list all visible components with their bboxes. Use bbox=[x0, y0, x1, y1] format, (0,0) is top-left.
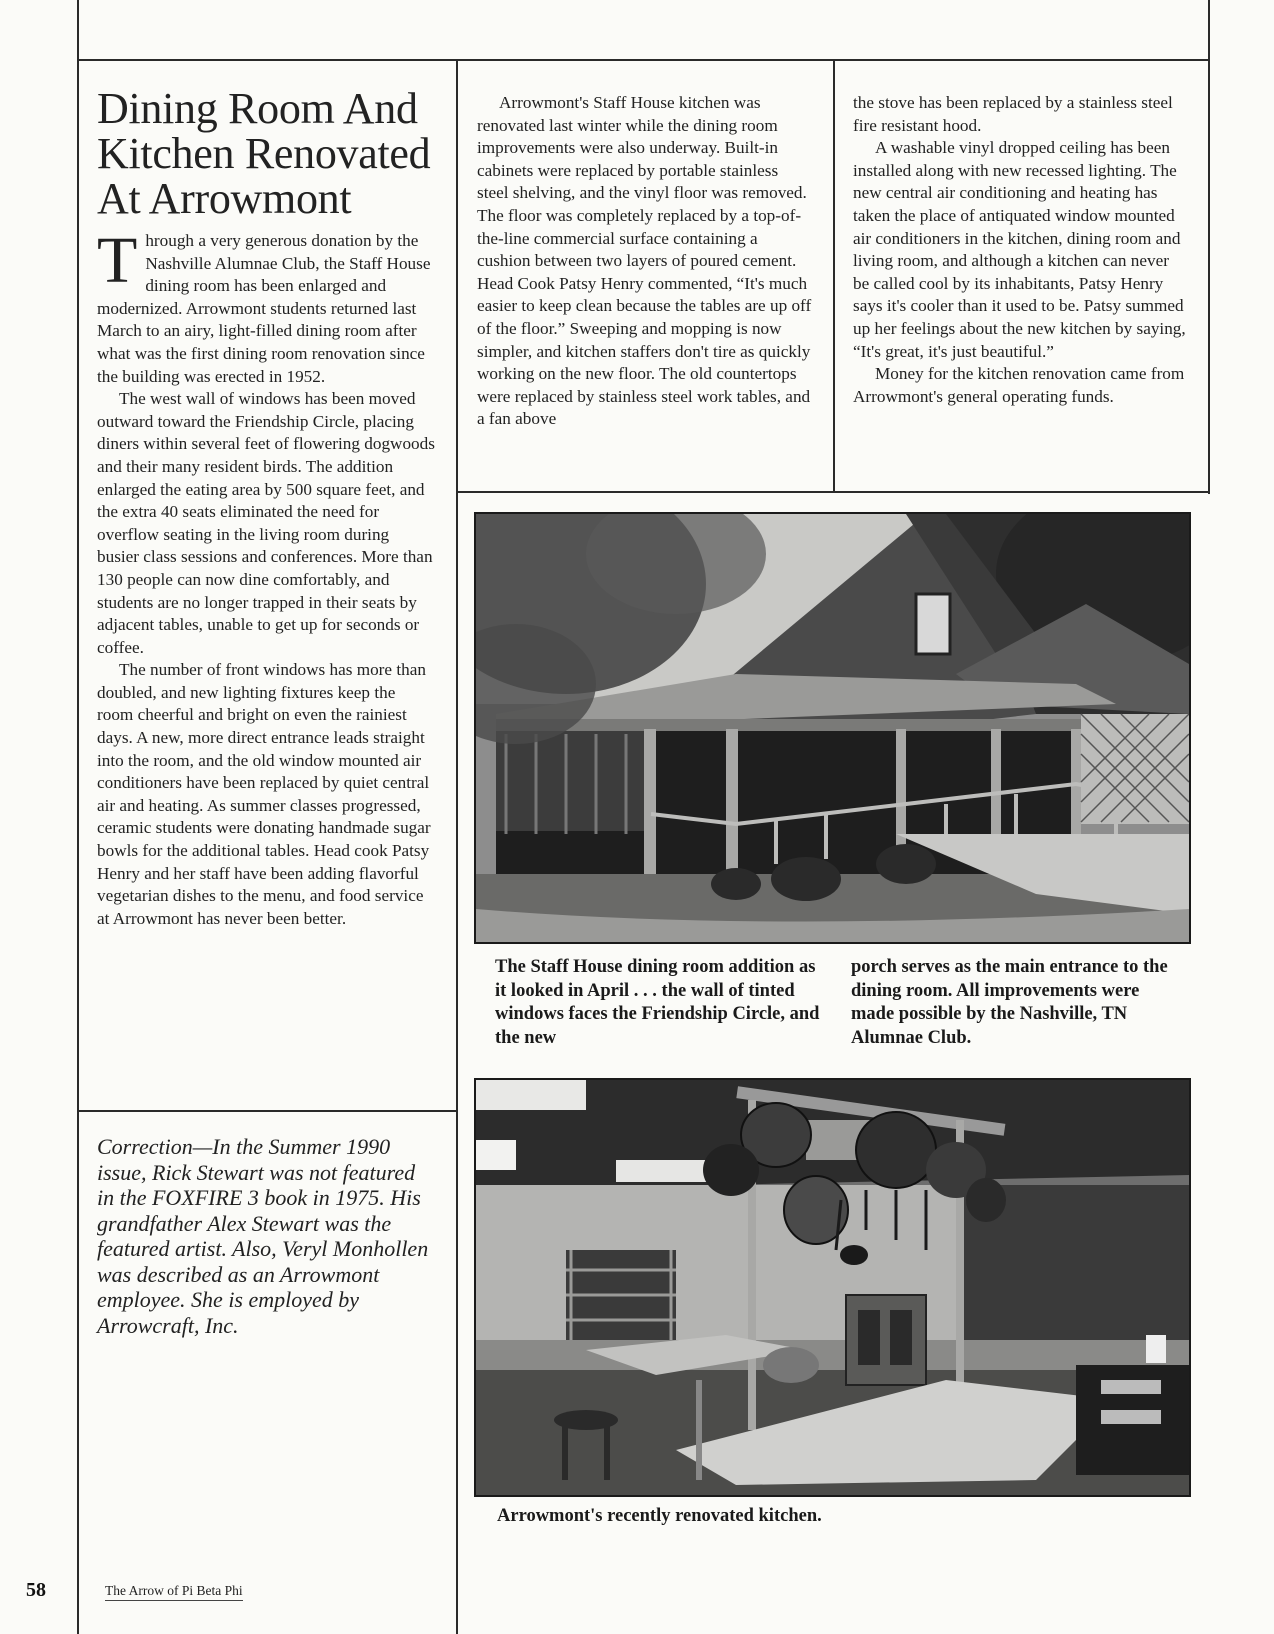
article-paragraph: The number of front windows has more than doubled, and new lighting fixtures keep the room cheerful and bright on even the rainiest days. A new, more direct entrance leads straight into the room, and the old window mounted air conditioners have been replaced by quiet central air and heating. As summer classes progressed, ceramic students were donating handmade sugar bowls for the additional tables. Head cook Patsy Henry and her staff have been adding flavorful vegetarian dishes to the menu, and food service at Arrowmont has never been better. bbox=[97, 660, 431, 928]
article-headline: Dining Room And Kitchen Renovated At Arrowmont bbox=[97, 84, 431, 223]
dining-room-photo bbox=[474, 512, 1191, 944]
kitchen-photo-caption: Arrowmont's recently renovated kitchen. bbox=[497, 1506, 822, 1526]
rule-right bbox=[1208, 0, 1210, 494]
rule-top-divider bbox=[833, 60, 835, 492]
rule-left bbox=[77, 0, 79, 1634]
article-column-2 bbox=[477, 92, 812, 431]
correction-note: Correction—In the Summer 1990 issue, Rick Stewart was not featured in the FOXFIRE 3 book in 1975. His grandfather Alex Stewart was the featured artist. Also, Veryl Monhollen was described as an Arrowmont employee. She is employed by Arrowcraft, Inc. bbox=[97, 1134, 429, 1338]
publication-name: The Arrow of Pi Beta Phi bbox=[105, 1583, 243, 1601]
article-column-1 bbox=[97, 224, 435, 930]
article-paragraph: A washable vinyl dropped ceiling has been installed along with new recessed lighting. The new central air conditioning and heating has taken the place of antiquated window mounted air conditioners in the kitchen, dining room and living room, and although a kitchen can never be called cool by its inhabitants, Patsy Henry says it's cooler than it used to be. Patsy summed up her feelings about the new kitchen by saying, “It's great, it's just beautiful.” bbox=[853, 138, 1186, 361]
rule-under-text bbox=[456, 491, 1208, 493]
rule-top bbox=[77, 59, 1208, 61]
article-paragraph: Money for the kitchen renovation came from Arrowmont's general operating funds. bbox=[853, 364, 1185, 406]
photo-caption-right: porch serves as the main entrance to the dining room. All improvements were made possible by the Nashville, TN Alumnae Club. bbox=[851, 957, 1168, 1048]
kitchen-illustration bbox=[476, 1080, 1189, 1495]
dining-room-illustration bbox=[476, 514, 1189, 942]
kitchen-photo bbox=[474, 1078, 1191, 1497]
page-number: 58 bbox=[26, 1579, 46, 1601]
drop-cap: T bbox=[97, 224, 138, 297]
photo-caption-left: The Staff House dining room addition as it looked in April . . . the wall of tinted windows faces the Friendship Circle, and the new bbox=[495, 957, 820, 1048]
article-paragraph: the stove has been replaced by a stainless steel fire resistant hood. bbox=[853, 93, 1173, 135]
article-paragraph bbox=[97, 224, 435, 388]
article-paragraph: The west wall of windows has been moved outward toward the Friendship Circle, placing diners within several feet of flowering dogwoods and their many resident birds. The addition enlarged the eating area by 500 square feet, and the extra 40 seats eliminated the need for overflow seating in the living room during busier class sessions and conferences. More than 130 people can now dine comfortably, and students are no longer trapped in their seats by adjacent tables, unable to get up for seconds or coffee. bbox=[97, 389, 435, 657]
article-paragraph: Arrowmont's Staff House kitchen was renovated last winter while the dining room improvements were also underway. Built-in cabinets were replaced by portable stainless steel shelving, and the vinyl floor was removed. The floor was completely replaced by a top-of-the-line commercial surface containing a cushion between two layers of poured cement. Head Cook Patsy Henry commented, “It's much easier to keep clean because the tables are up off of the floor.” Sweeping and mopping is now simpler, and kitchen staffers don't tire as quickly working on the new floor. The old countertops were replaced by stainless steel work tables, and a fan above bbox=[477, 93, 812, 429]
paragraph-text: hrough a very generous donation by the Nashville Alumnae Club, the Staff House dining room has been enlarged and modernized. Arrowmont students returned last March to an airy, light-filled dining room after what was the first dining room renovation since the building was erected in 1952. bbox=[97, 231, 431, 386]
article-column-3 bbox=[853, 92, 1188, 408]
rule-col-divider bbox=[456, 60, 458, 1634]
rule-above-correction bbox=[77, 1110, 456, 1112]
